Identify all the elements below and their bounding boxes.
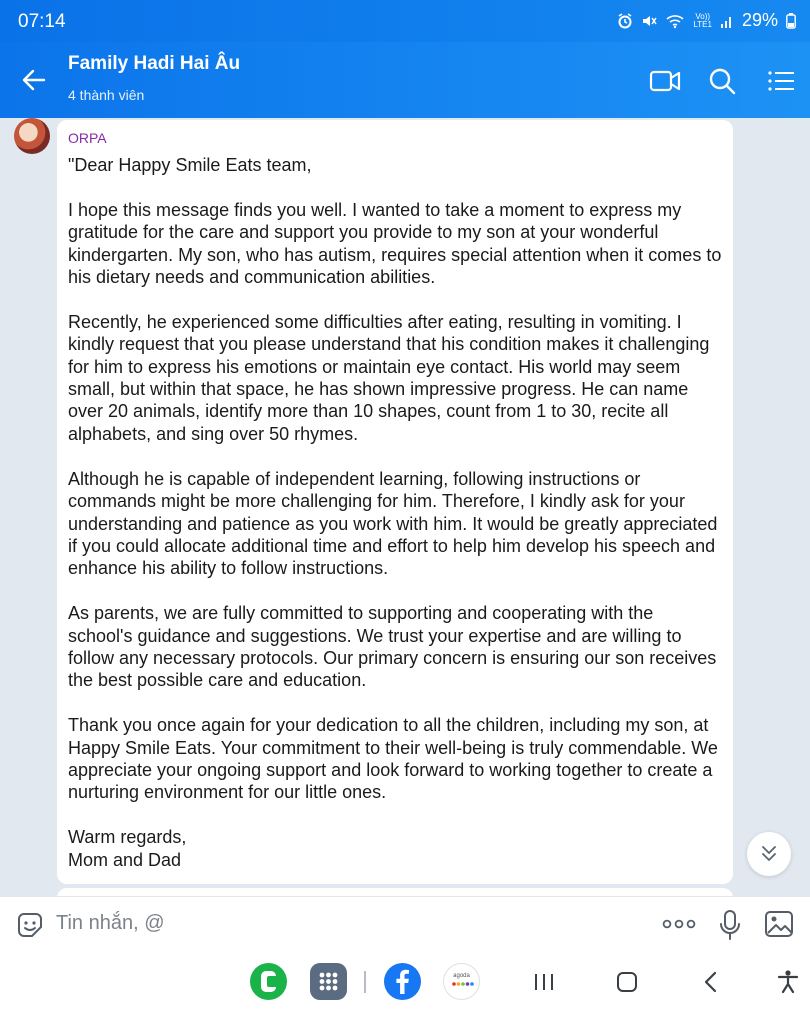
status-bar xyxy=(0,0,810,42)
double-chevron-down-icon xyxy=(758,843,780,865)
battery-percent: 29% xyxy=(741,10,778,30)
status-icons xyxy=(617,10,796,31)
next-message-bubble[interactable] xyxy=(57,888,733,896)
network-label-top: Vo)) xyxy=(695,11,711,21)
sticker-icon[interactable] xyxy=(15,910,45,940)
image-icon[interactable] xyxy=(764,910,794,938)
agoda-app-icon[interactable] xyxy=(443,963,480,1000)
menu-list-icon[interactable] xyxy=(764,64,798,98)
accessibility-icon[interactable] xyxy=(777,969,799,993)
taskbar-divider xyxy=(364,971,366,993)
nav-back-icon[interactable] xyxy=(703,971,719,993)
message-composer xyxy=(0,896,810,952)
grid-dots-icon xyxy=(310,963,347,1000)
system-navbar xyxy=(0,952,810,1011)
signal-icon xyxy=(720,13,734,29)
wifi-icon xyxy=(665,13,685,29)
alarm-icon xyxy=(617,13,633,29)
recent-apps-icon[interactable] xyxy=(533,972,555,992)
status-time: 07:14 xyxy=(18,11,66,32)
facebook-f-icon xyxy=(384,963,421,1000)
battery-icon xyxy=(786,13,796,29)
network-label-bottom: LTE1 xyxy=(693,19,712,29)
agoda-dots-icon xyxy=(443,963,480,1000)
search-icon[interactable] xyxy=(705,64,739,98)
facebook-app-icon[interactable] xyxy=(384,963,421,1000)
sender-name[interactable]: ORPA xyxy=(68,130,107,146)
member-count[interactable]: 4 thành viên xyxy=(68,87,145,103)
chat-title[interactable]: Family Hadi Hai Âu xyxy=(68,53,241,74)
scroll-down-button[interactable] xyxy=(747,832,791,876)
video-call-icon[interactable] xyxy=(648,64,682,98)
c-glyph-icon xyxy=(250,963,287,1000)
message-bubble[interactable] xyxy=(57,120,733,884)
more-options-icon[interactable] xyxy=(662,914,696,934)
app-drawer-icon[interactable] xyxy=(310,963,347,1000)
message-text: "Dear Happy Smile Eats team, I hope this message finds you well. I wanted to take a moment to express my gratitude for the care and support you provide to my son at your wonderful kindergarten. My son, who has autism, requires special attention when it comes to his dietary needs and communication abilities. Recently, he experienced some difficulties after eating, resulting in vomiting. I kindly request that you please understand that his condition makes it challenging for him to express his emotions or maintain eye contact. His world may seem small, but within that space, he has shown impressive progress. He can name over 20 animals, identify more than 10 shapes, count from 1 to 30, recite all alphabets, and sing over 50 rhymes. Although he is capable of independent learning, following instructions or commands might be more challenging for him. Therefore, I kindly ask for your understanding and patience as you work with him. It would be greatly appreciated if you could allocate additional time and effort to help him develop his speech and enhance his ability to follow instructions. As parents, we are fully committed to supporting and cooperating with the school's guidance and suggestions. We trust your expertise and are willing to follow any necessary protocols. Our primary concern is ensuring our son receives the best possible care and education. Thank you once again for your dedication to all the children, including my son, at Happy Smile Eats. Your commitment to their well-being is truly commendable. We appreciate your ongoing support and look forward to working together to create a nurturing environment for our little ones. Warm regards, Mom and Dad xyxy=(68,155,722,870)
home-button-icon[interactable] xyxy=(616,971,638,993)
network-type xyxy=(693,13,712,29)
avatar[interactable] xyxy=(14,118,50,154)
chat-area[interactable] xyxy=(0,118,810,896)
agoda-label: agoda xyxy=(453,973,470,979)
back-arrow-icon[interactable] xyxy=(18,64,50,96)
message-input[interactable]: Tin nhắn, @ xyxy=(56,912,165,934)
microphone-icon[interactable] xyxy=(718,909,742,941)
mute-icon xyxy=(641,13,657,29)
phone-app-icon[interactable] xyxy=(250,963,287,1000)
chat-header xyxy=(0,42,810,118)
